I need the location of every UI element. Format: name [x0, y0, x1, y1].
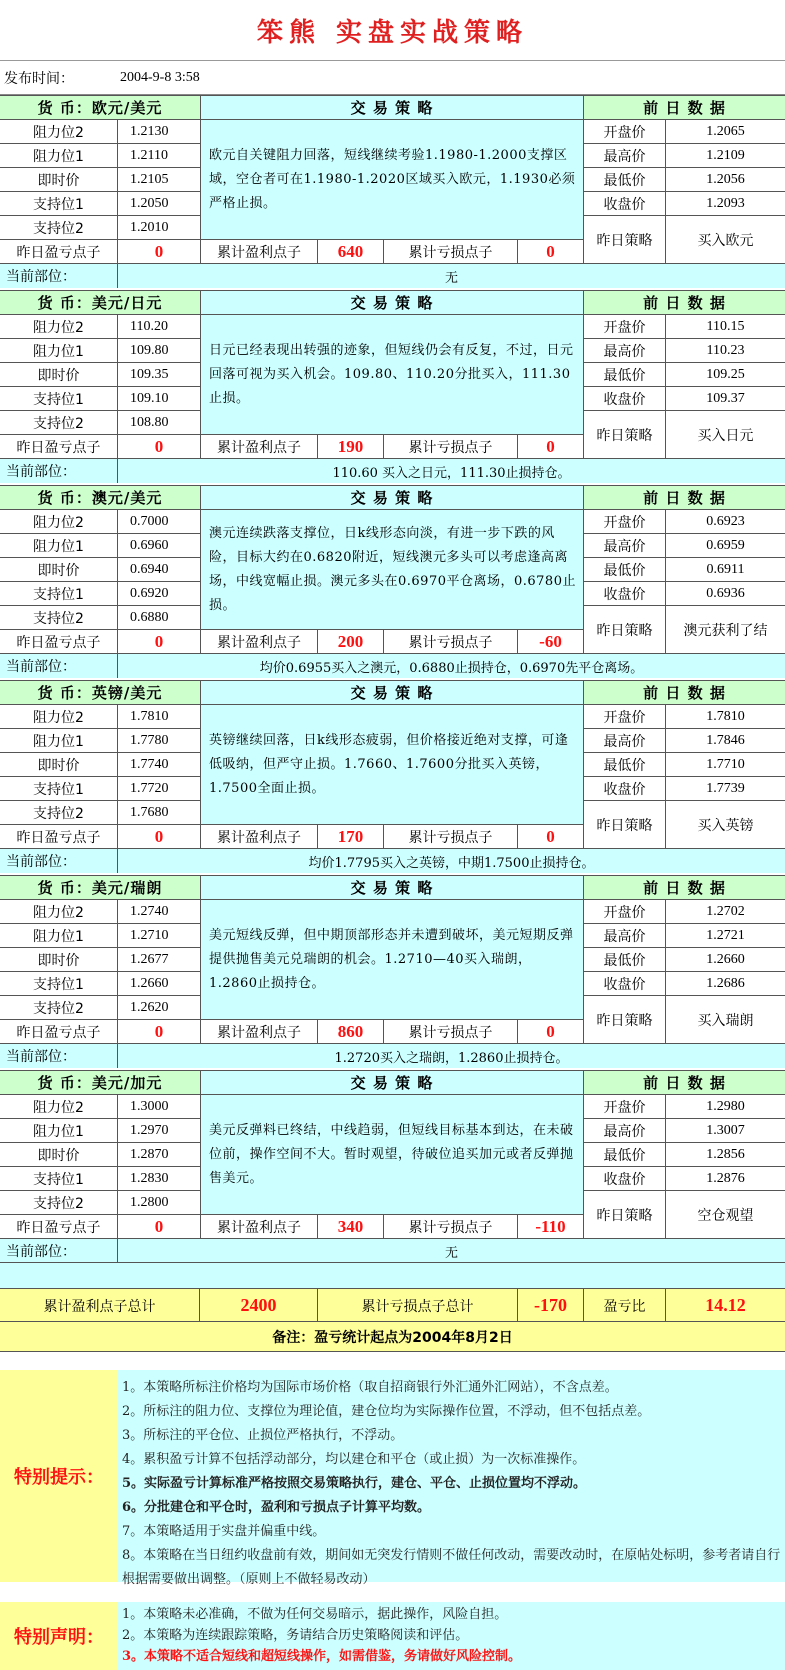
level-value: 1.2677: [118, 948, 201, 972]
declare-list: [118, 1602, 785, 1667]
prev-header: 前 日 数 据: [584, 291, 785, 315]
prev-value: 1.3007: [666, 1119, 785, 1143]
strategy-header: 交 易 策 略: [201, 876, 584, 900]
level-value: 1.7780: [118, 729, 201, 753]
level-label: 阻力位1: [0, 924, 118, 948]
yest-strategy-label: 昨日策略: [584, 216, 666, 264]
currency-section: [0, 680, 785, 875]
strategy-text: 日元已经表现出转强的迹象，但短线仍会有反复，不过，日元回落可视为买入机会。109.80、110.20分批买入，111.30止损。: [201, 315, 584, 435]
prev-label: 开盘价: [584, 1095, 666, 1119]
cum-loss-label: 累计亏损点子: [384, 825, 518, 849]
level-value: 109.10: [118, 387, 201, 411]
cum-profit-value: 170: [318, 825, 384, 849]
level-value: 1.2800: [118, 1191, 201, 1215]
level-value: 1.2970: [118, 1119, 201, 1143]
yest-pl-value: 0: [118, 825, 201, 849]
prev-label: 最低价: [584, 948, 666, 972]
tip-item: 3。所标注的平仓位、止损位严格执行，不浮动。: [122, 1428, 404, 1443]
page-title: 笨熊 实盘实战策略: [0, 0, 785, 61]
prev-value: 1.2093: [666, 192, 785, 216]
yest-strategy-value: 澳元获利了结: [666, 606, 785, 654]
level-value: 1.2110: [118, 144, 201, 168]
prev-label: 收盘价: [584, 582, 666, 606]
currency-section: [0, 875, 785, 1070]
strategy-header: 交 易 策 略: [201, 681, 584, 705]
currency-section: [0, 290, 785, 485]
prev-label: 最高价: [584, 924, 666, 948]
level-label: 支持位2: [0, 1191, 118, 1215]
tips-title: 特别提示：: [0, 1370, 118, 1582]
level-value: 109.35: [118, 363, 201, 387]
prev-label: 最高价: [584, 729, 666, 753]
position-label: 当前部位：: [0, 264, 118, 288]
prev-value: 1.2980: [666, 1095, 785, 1119]
prev-value: 1.2065: [666, 120, 785, 144]
yest-strategy-label: 昨日策略: [584, 411, 666, 459]
yest-strategy-label: 昨日策略: [584, 606, 666, 654]
position-value: 110.60 买入之日元，111.30止损持仓。: [118, 459, 785, 483]
prev-value: 1.2660: [666, 948, 785, 972]
prev-label: 最低价: [584, 753, 666, 777]
level-value: 1.2010: [118, 216, 201, 240]
prev-header: 前 日 数 据: [584, 876, 785, 900]
yest-pl-label: 昨日盈亏点子: [0, 1215, 118, 1239]
level-label: 支持位1: [0, 387, 118, 411]
position-value: 无: [118, 1239, 785, 1263]
level-value: 1.2050: [118, 192, 201, 216]
position-row: [0, 459, 785, 483]
prev-label: 最高价: [584, 1119, 666, 1143]
strategy-text: 欧元自关键阻力回落，短线继续考验1.1980-1.2000支撑区域，空仓者可在1.1980-1.2020区域买入欧元，1.1930必须严格止损。: [201, 120, 584, 240]
level-value: 0.7000: [118, 510, 201, 534]
cum-profit-label: 累计盈利点子: [201, 240, 318, 264]
prev-label: 最高价: [584, 144, 666, 168]
level-value: 1.7740: [118, 753, 201, 777]
level-value: 110.20: [118, 315, 201, 339]
currency-header: 货 币：澳元/美元: [0, 486, 201, 510]
currency-header: 货 币：欧元/美元: [0, 96, 201, 120]
tip-item: 7。本策略适用于实盘并偏重中线。: [122, 1524, 326, 1539]
note: 备注：盈亏统计起点为2004年8月2日: [0, 1322, 785, 1352]
prev-value: 110.23: [666, 339, 785, 363]
totals-row: [0, 1288, 785, 1322]
strategy-text: 澳元连续跌落支撑位，日k线形态向淡，有进一步下跌的风险，目标大约在0.6820附近，短线澳元多头可以考虑逢高离场，中线宽幅止损。澳元多头在0.6970平仓离场，0.6780止损。: [201, 510, 584, 630]
level-label: 支持位2: [0, 996, 118, 1020]
level-value: 108.80: [118, 411, 201, 435]
yest-strategy-value: 空仓观望: [666, 1191, 785, 1239]
prev-label: 收盘价: [584, 972, 666, 996]
prev-value: 0.6911: [666, 558, 785, 582]
strategy-text: 美元短线反弹，但中期顶部形态并未遭到破坏，美元短期反弹提供抛售美元兑瑞朗的机会。1.2710—40买入瑞朗，1.2860止损持仓。: [201, 900, 584, 1020]
prev-value: 1.2686: [666, 972, 785, 996]
prev-label: 最低价: [584, 363, 666, 387]
cum-profit-label: 累计盈利点子: [201, 630, 318, 654]
currency-section: [0, 485, 785, 680]
total-loss-value: -170: [518, 1289, 584, 1322]
cum-loss-label: 累计亏损点子: [384, 1020, 518, 1044]
level-label: 阻力位2: [0, 315, 118, 339]
total-profit-value: 2400: [200, 1289, 318, 1322]
strategy-text: 英镑继续回落，日k线形态疲弱，但价格接近绝对支撑，可逢低吸纳，但严守止损。1.7660、1.7600分批买入英镑，1.7500全面止损。: [201, 705, 584, 825]
level-value: 1.7680: [118, 801, 201, 825]
yest-pl-value: 0: [118, 1020, 201, 1044]
cum-loss-label: 累计亏损点子: [384, 1215, 518, 1239]
yest-pl-label: 昨日盈亏点子: [0, 435, 118, 459]
cum-loss-value: 0: [518, 435, 584, 459]
tip-item: 4。累积盈亏计算不包括浮动部分，均以建仓和平仓（或止损）为一次标准操作。: [122, 1452, 586, 1467]
declare-item: 3。本策略不适合短线和超短线操作，如需借鉴，务请做好风险控制。: [122, 1649, 522, 1664]
level-label: 阻力位2: [0, 705, 118, 729]
prev-value: 0.6936: [666, 582, 785, 606]
level-label: 支持位1: [0, 582, 118, 606]
yest-pl-label: 昨日盈亏点子: [0, 240, 118, 264]
strategy-text: 美元反弹料已终结，中线趋弱，但短线目标基本到达，在未破位前，操作空间不大。暂时观望，待破位追买加元或者反弹抛售美元。: [201, 1095, 584, 1215]
yest-strategy-value: 买入瑞朗: [666, 996, 785, 1044]
yest-strategy-value: 买入日元: [666, 411, 785, 459]
yest-strategy-label: 昨日策略: [584, 1191, 666, 1239]
prev-label: 最高价: [584, 534, 666, 558]
level-label: 阻力位1: [0, 1119, 118, 1143]
yest-strategy-label: 昨日策略: [584, 801, 666, 849]
position-label: 当前部位：: [0, 849, 118, 873]
level-label: 支持位2: [0, 801, 118, 825]
tip-item: 8。本策略在当日纽约收盘前有效，期间如无突发行情则不做任何改动，需要改动时，在原帖处标明，参考者请自行根据需要做出调整。（原则上不做轻易改动）: [122, 1548, 781, 1587]
tip-item: 6。分批建仓和平仓时，盈利和亏损点子计算平均数。: [122, 1500, 431, 1515]
level-label: 支持位2: [0, 411, 118, 435]
prev-value: 1.2856: [666, 1143, 785, 1167]
level-value: 1.2830: [118, 1167, 201, 1191]
currency-section: [0, 1070, 785, 1265]
prev-label: 开盘价: [584, 120, 666, 144]
prev-label: 最低价: [584, 558, 666, 582]
cum-profit-label: 累计盈利点子: [201, 825, 318, 849]
yest-pl-value: 0: [118, 630, 201, 654]
prev-label: 开盘价: [584, 900, 666, 924]
position-label: 当前部位：: [0, 459, 118, 483]
position-label: 当前部位：: [0, 654, 118, 678]
level-value: 1.2870: [118, 1143, 201, 1167]
level-value: 1.2740: [118, 900, 201, 924]
prev-header: 前 日 数 据: [584, 1071, 785, 1095]
level-label: 阻力位1: [0, 144, 118, 168]
prev-header: 前 日 数 据: [584, 486, 785, 510]
ratio-label: 盈亏比: [584, 1289, 666, 1322]
publish-label: 发布时间：: [4, 70, 74, 87]
strategy-header: 交 易 策 略: [201, 291, 584, 315]
publish-row: [0, 61, 785, 95]
level-label: 支持位1: [0, 777, 118, 801]
position-row: [0, 849, 785, 873]
prev-label: 收盘价: [584, 387, 666, 411]
level-value: 0.6960: [118, 534, 201, 558]
ratio-value: 14.12: [705, 1295, 746, 1315]
declare-item: 2。本策略为连续跟踪策略，务请结合历史策略阅读和评估。: [122, 1628, 469, 1643]
level-label: 阻力位2: [0, 1095, 118, 1119]
currency-section: [0, 95, 785, 290]
prev-value: 1.7710: [666, 753, 785, 777]
cum-loss-value: -60: [518, 630, 584, 654]
prev-value: 109.37: [666, 387, 785, 411]
prev-value: 109.25: [666, 363, 785, 387]
declare-block: [0, 1602, 785, 1670]
prev-header: 前 日 数 据: [584, 681, 785, 705]
prev-value: 110.15: [666, 315, 785, 339]
cum-profit-value: 640: [318, 240, 384, 264]
prev-value: 0.6923: [666, 510, 785, 534]
position-row: [0, 264, 785, 288]
prev-label: 收盘价: [584, 777, 666, 801]
yest-pl-value: 0: [118, 435, 201, 459]
yest-pl-label: 昨日盈亏点子: [0, 1020, 118, 1044]
position-label: 当前部位：: [0, 1044, 118, 1068]
prev-label: 收盘价: [584, 192, 666, 216]
prev-value: 1.2702: [666, 900, 785, 924]
tips-list: [118, 1370, 785, 1592]
yest-pl-label: 昨日盈亏点子: [0, 630, 118, 654]
level-label: 支持位1: [0, 972, 118, 996]
cum-loss-value: 0: [518, 1020, 584, 1044]
cum-profit-label: 累计盈利点子: [201, 435, 318, 459]
tip-item: 5。实际盈亏计算标准严格按照交易策略执行，建仓、平仓、止损位置均不浮动。: [122, 1476, 587, 1491]
currency-header: 货 币：美元/加元: [0, 1071, 201, 1095]
spacer-band: [0, 1262, 785, 1288]
prev-label: 开盘价: [584, 510, 666, 534]
level-label: 即时价: [0, 558, 118, 582]
total-loss-label: 累计亏损点子总计: [318, 1289, 518, 1322]
level-value: 0.6880: [118, 606, 201, 630]
cum-profit-label: 累计盈利点子: [201, 1215, 318, 1239]
prev-label: 开盘价: [584, 705, 666, 729]
cum-profit-value: 200: [318, 630, 384, 654]
prev-label: 最高价: [584, 339, 666, 363]
level-value: 1.7720: [118, 777, 201, 801]
level-value: 1.2620: [118, 996, 201, 1020]
position-row: [0, 1044, 785, 1068]
strategy-header: 交 易 策 略: [201, 96, 584, 120]
yest-pl-value: 0: [118, 1215, 201, 1239]
level-label: 即时价: [0, 948, 118, 972]
level-label: 阻力位1: [0, 339, 118, 363]
level-label: 阻力位2: [0, 120, 118, 144]
prev-value: 1.7739: [666, 777, 785, 801]
yest-strategy-value: 买入英镑: [666, 801, 785, 849]
prev-value: 1.7846: [666, 729, 785, 753]
level-label: 阻力位1: [0, 729, 118, 753]
level-value: 0.6940: [118, 558, 201, 582]
declare-title: 特别声明：: [0, 1602, 118, 1670]
declare-item: 1。本策略未必准确，不做为任何交易暗示，据此操作，风险自担。: [122, 1607, 508, 1622]
level-value: 109.80: [118, 339, 201, 363]
level-label: 支持位1: [0, 192, 118, 216]
level-value: 1.3000: [118, 1095, 201, 1119]
publish-time: 2004-9-8 3:58: [120, 69, 200, 85]
level-label: 即时价: [0, 168, 118, 192]
strategy-header: 交 易 策 略: [201, 486, 584, 510]
currency-header: 货 币：美元/瑞朗: [0, 876, 201, 900]
prev-label: 开盘价: [584, 315, 666, 339]
level-value: 1.2710: [118, 924, 201, 948]
prev-label: 最低价: [584, 168, 666, 192]
position-row: [0, 654, 785, 678]
level-value: 0.6920: [118, 582, 201, 606]
position-label: 当前部位：: [0, 1239, 118, 1263]
yest-strategy-value: 买入欧元: [666, 216, 785, 264]
cum-loss-value: 0: [518, 240, 584, 264]
tip-item: 1。本策略所标注价格均为国际市场价格（取自招商银行外汇通外汇网站），不含点差。: [122, 1380, 618, 1395]
level-label: 支持位1: [0, 1167, 118, 1191]
level-value: 1.2660: [118, 972, 201, 996]
position-row: [0, 1239, 785, 1263]
level-value: 1.2130: [118, 120, 201, 144]
currency-header: 货 币：英镑/美元: [0, 681, 201, 705]
tips-block: [0, 1370, 785, 1587]
yest-pl-label: 昨日盈亏点子: [0, 825, 118, 849]
cum-loss-value: 0: [518, 825, 584, 849]
level-value: 1.2105: [118, 168, 201, 192]
tip-item: 2。所标注的阻力位、支撑位为理论值，建仓位均为实际操作位置，不浮动，但不包括点差。: [122, 1404, 651, 1419]
cum-loss-label: 累计亏损点子: [384, 240, 518, 264]
cum-profit-value: 860: [318, 1020, 384, 1044]
level-label: 阻力位2: [0, 900, 118, 924]
cum-profit-value: 190: [318, 435, 384, 459]
position-value: 1.2720买入之瑞朗，1.2860止损持仓。: [118, 1044, 785, 1068]
level-label: 阻力位2: [0, 510, 118, 534]
prev-label: 最低价: [584, 1143, 666, 1167]
prev-header: 前 日 数 据: [584, 96, 785, 120]
level-label: 阻力位1: [0, 534, 118, 558]
level-label: 支持位2: [0, 216, 118, 240]
prev-value: 0.6959: [666, 534, 785, 558]
prev-value: 1.2721: [666, 924, 785, 948]
total-profit-label: 累计盈利点子总计: [0, 1289, 200, 1322]
position-value: 均价0.6955买入之澳元，0.6880止损持仓，0.6970先平仓离场。: [118, 654, 785, 678]
level-label: 支持位2: [0, 606, 118, 630]
level-value: 1.7810: [118, 705, 201, 729]
currency-header: 货 币：美元/日元: [0, 291, 201, 315]
prev-value: 1.2056: [666, 168, 785, 192]
cum-loss-value: -110: [518, 1215, 584, 1239]
level-label: 即时价: [0, 1143, 118, 1167]
cum-profit-label: 累计盈利点子: [201, 1020, 318, 1044]
strategy-header: 交 易 策 略: [201, 1071, 584, 1095]
position-value: 均价1.7795买入之英镑，中期1.7500止损持仓。: [118, 849, 785, 873]
level-label: 即时价: [0, 753, 118, 777]
prev-value: 1.2109: [666, 144, 785, 168]
cum-profit-value: 340: [318, 1215, 384, 1239]
prev-label: 收盘价: [584, 1167, 666, 1191]
yest-pl-value: 0: [118, 240, 201, 264]
cum-loss-label: 累计亏损点子: [384, 630, 518, 654]
position-value: 无: [118, 264, 785, 288]
prev-value: 1.2876: [666, 1167, 785, 1191]
yest-strategy-label: 昨日策略: [584, 996, 666, 1044]
prev-value: 1.7810: [666, 705, 785, 729]
level-label: 即时价: [0, 363, 118, 387]
cum-loss-label: 累计亏损点子: [384, 435, 518, 459]
